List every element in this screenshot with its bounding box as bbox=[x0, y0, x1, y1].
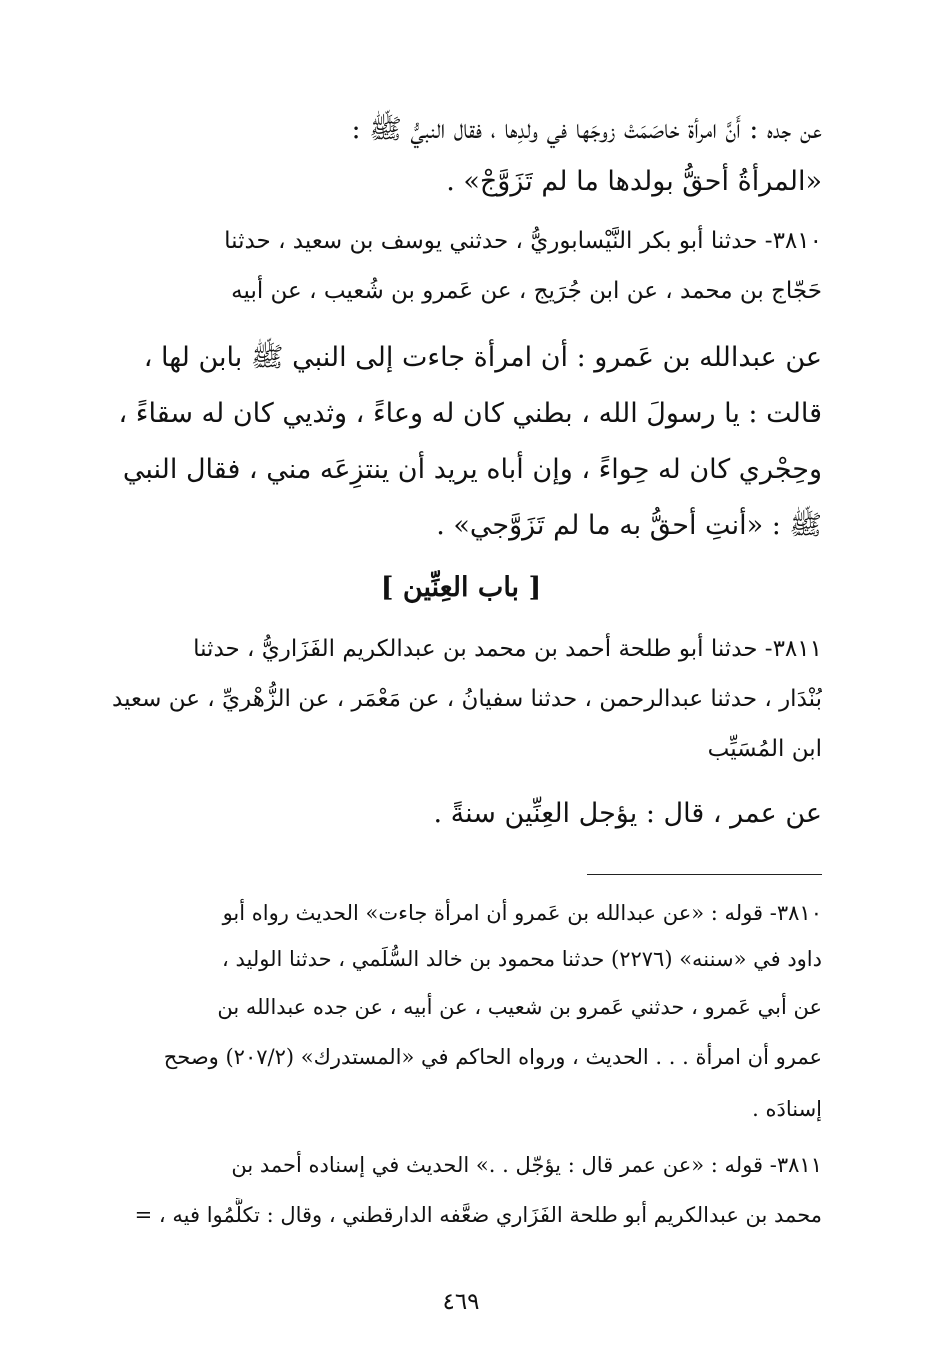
main-text-line: قالت : يا رسولَ الله ، بطني كان له وعاءً ، وثديي كان له سقاءً ، bbox=[118, 398, 822, 429]
footnote-line: ٣٨١٠- قوله : «عن عبدالله بن عَمرو أن امرأة جاءت» الحديث رواه أبو bbox=[222, 901, 822, 925]
footnote-line: محمد بن عبدالكريم أبو طلحة الفَزَاري ضعَّفه الدارقطني ، وقال : تكلَّمُوا فيه ، = bbox=[134, 1203, 822, 1227]
isnad-line: ٣٨١١- حدثنا أبو طلحة أحمد بن محمد بن عبدالكريم الفَزَاريُّ ، حدثنا bbox=[193, 636, 822, 662]
isnad-line: بُنْدَار ، حدثنا عبدالرحمن ، حدثنا سفيانُ ، عن مَعْمَر ، عن الزُّهْريِّ ، عن سعيد bbox=[112, 686, 822, 712]
main-text-line: ﷺ : «أنتِ أحقُّ به ما لم تَزَوَّجي» . bbox=[436, 510, 822, 541]
footnote-line: عمرو أن امرأة . . . الحديث ، ورواه الحاكم في «المستدرك» (٢٠٧/٢) وصحح bbox=[163, 1045, 822, 1069]
page-number: ٤٦٩ bbox=[442, 1289, 480, 1315]
footnote-line: عن أبي عَمرو ، حدثني عَمرو بن شعيب ، عن أبيه ، عن جده عبدالله بن bbox=[217, 995, 822, 1019]
isnad-line: حَجّاج بن محمد ، عن ابن جُرَيج ، عن عَمرو بن شُعيب ، عن أبيه bbox=[231, 278, 822, 304]
isnad-line: ٣٨١٠- حدثنا أبو بكر النَّيْسابوريُّ ، حدثني يوسف بن سعيد ، حدثنا bbox=[224, 228, 822, 254]
footnote-separator bbox=[587, 874, 822, 875]
footnote-line: إسنادَه . bbox=[752, 1097, 822, 1121]
isnad-line: ابن المُسَيِّب bbox=[707, 736, 822, 762]
main-text-line: عن جده : أَنَّ امرأة خاصَمَتْ زوجَها في ولدِها ، فقال النبيُّ ﷺ : bbox=[351, 114, 822, 145]
footnote-line: ٣٨١١- قوله : «عن عمر قال : يؤجّل . .» الحديث في إسناده أحمد بن bbox=[231, 1153, 822, 1177]
main-text-line: وحِجْري كان له حِواءً ، وإن أباه يريد أن ينتزِعَه مني ، فقال النبي bbox=[122, 454, 822, 485]
main-text-line: عن عمر ، قال : يؤجل العِنِّين سنةً . bbox=[433, 798, 822, 829]
chapter-heading: [ باب العِنِّين ] bbox=[380, 572, 542, 603]
footnote-line: داود في «سننه» (٢٢٧٦) حدثنا محمود بن خالد السُّلَمي ، حدثنا الوليد ، bbox=[222, 947, 822, 971]
main-text-line: عن عبدالله بن عَمرو : أن امرأة جاءت إلى النبي ﷺ بابن لها ، bbox=[143, 342, 822, 373]
main-text-line: «المرأةُ أحقُّ بولدها ما لم تَزَوَّجْ» . bbox=[446, 166, 822, 197]
